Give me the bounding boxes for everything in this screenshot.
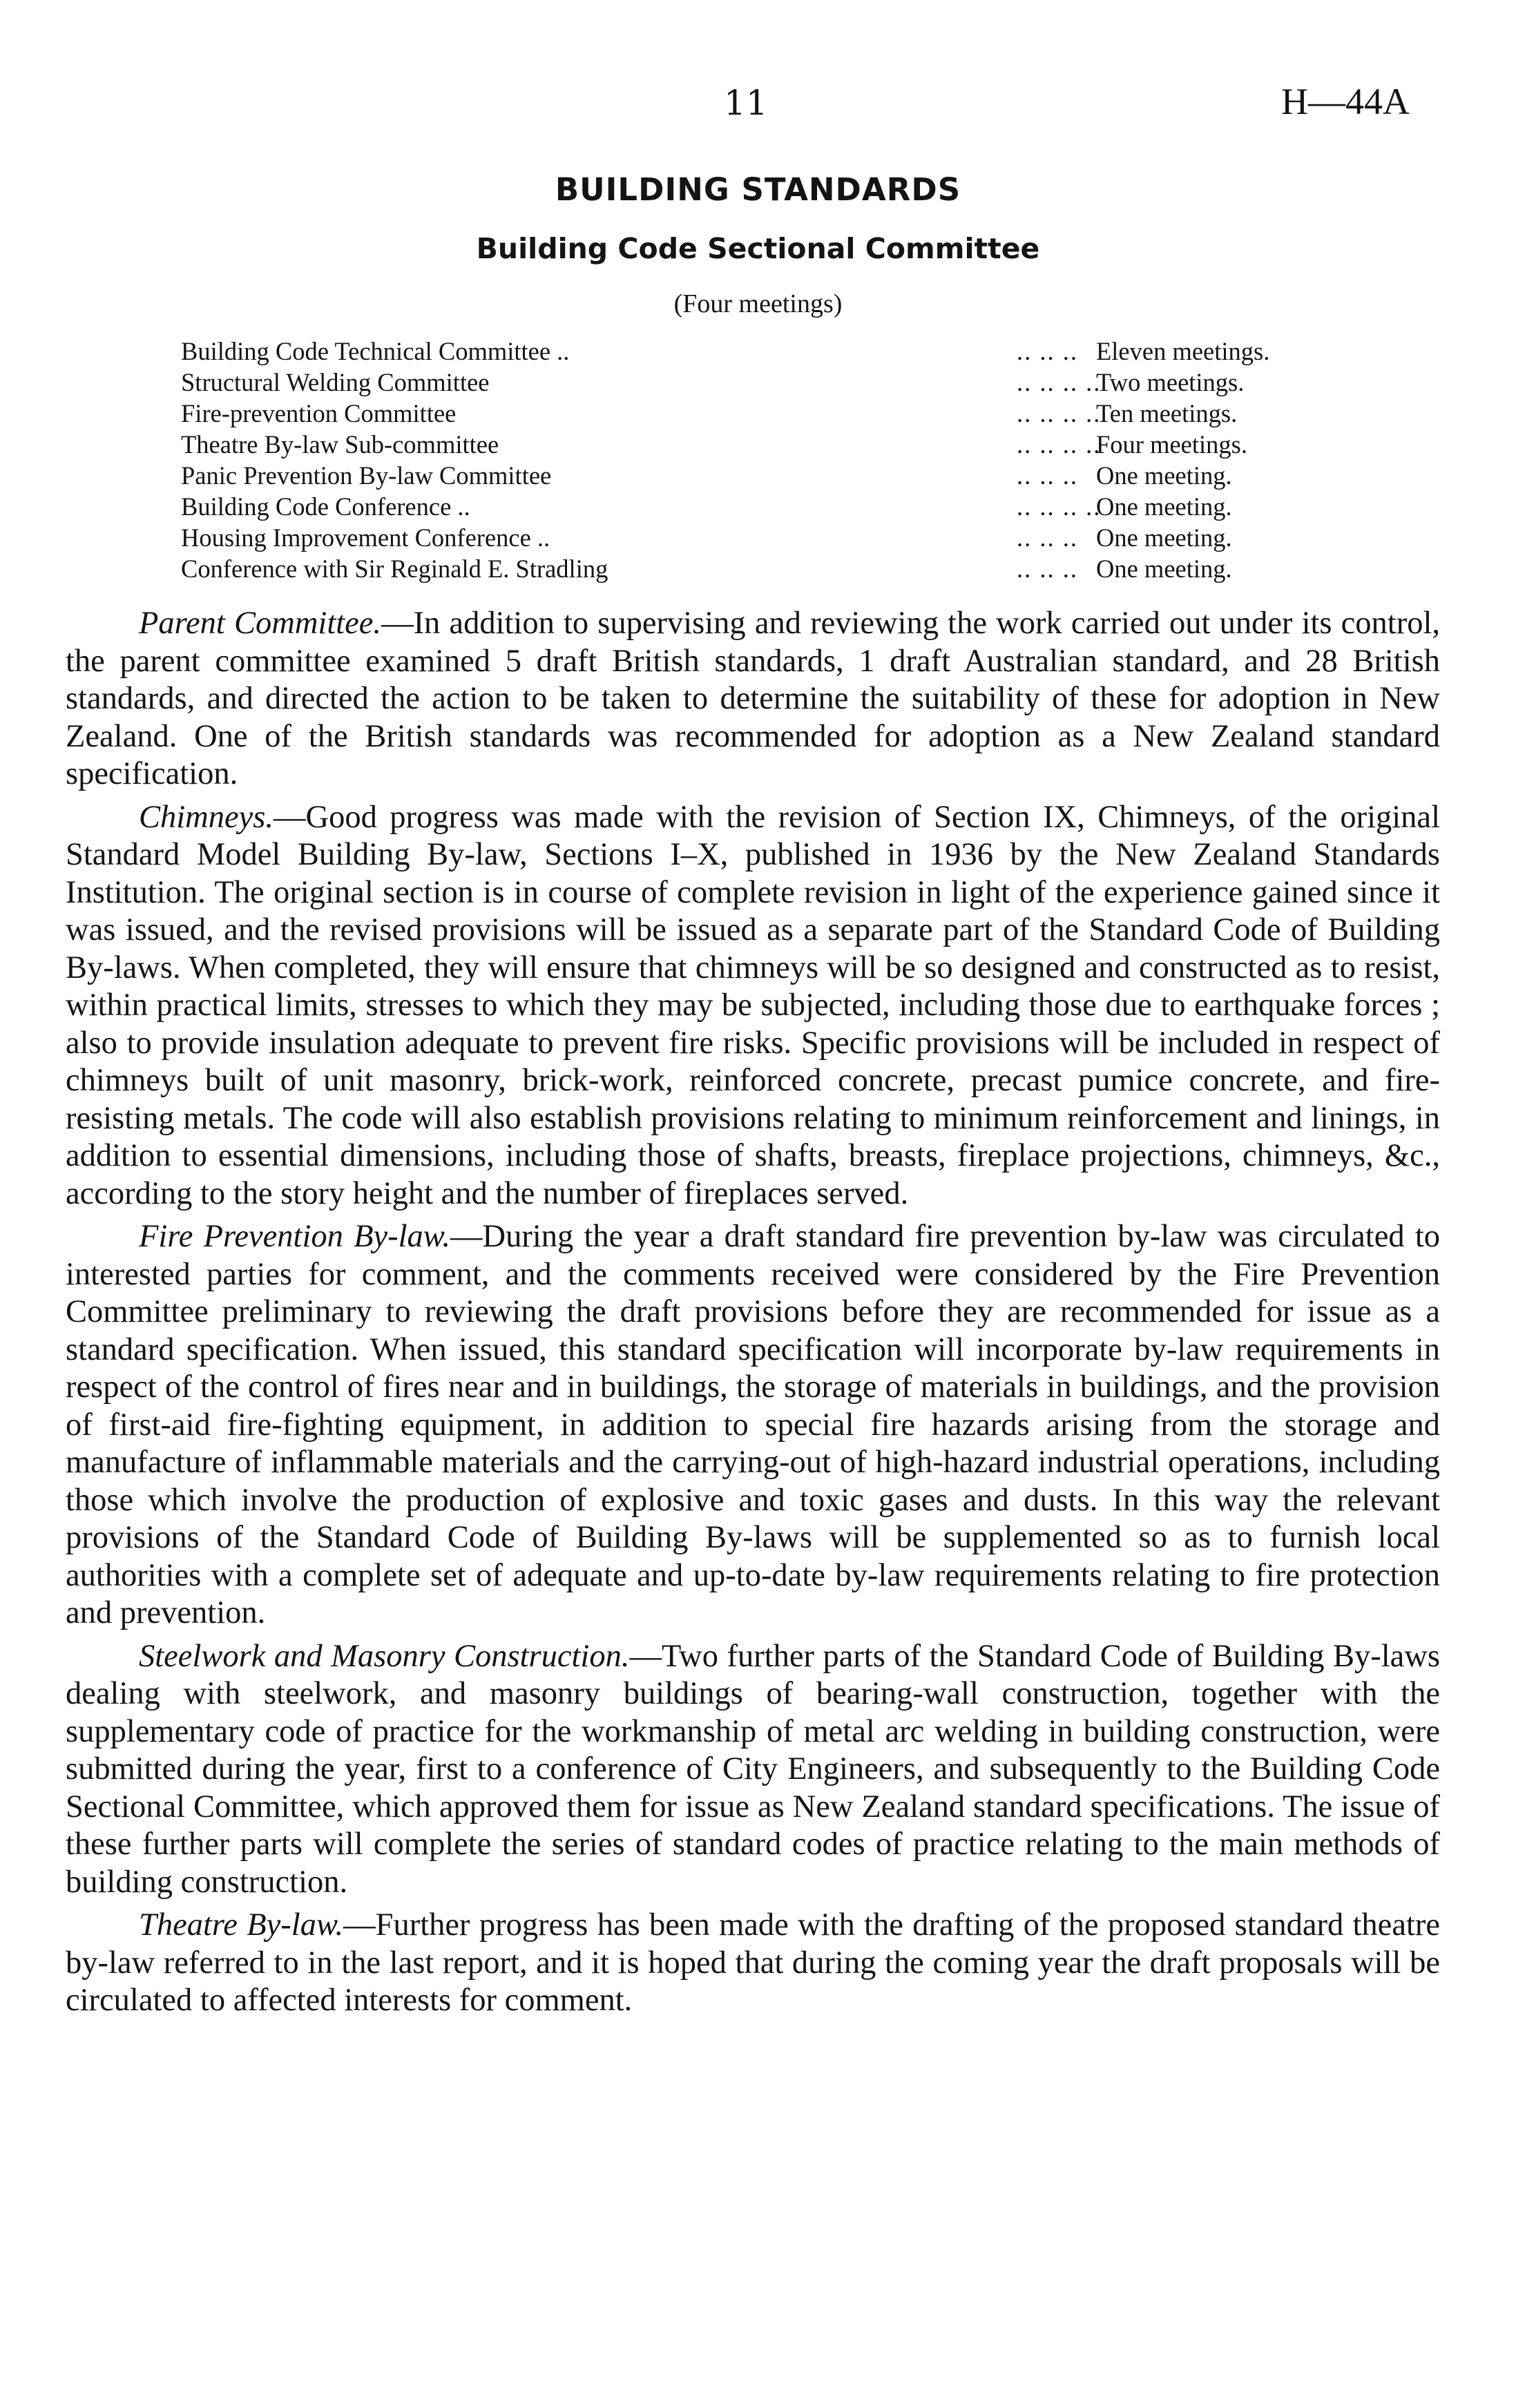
- paragraph-fire-prevention: [66, 1218, 1440, 1632]
- leader-dots: .. .. .. ..: [1017, 492, 1102, 521]
- paragraph-heading: Theatre By-law.: [139, 1907, 344, 1943]
- section-subtitle: Building Code Sectional Committee: [476, 232, 1040, 265]
- committee-name: Panic Prevention By-law Committee: [181, 461, 552, 490]
- committee-name: Housing Improvement Conference ..: [181, 523, 550, 552]
- committee-row: [181, 553, 1355, 584]
- meetings-note: (Four meetings): [673, 289, 843, 318]
- leader-dots: .. .. ..: [1017, 461, 1078, 490]
- paragraph-text: —Further progress has been made with the drafting of the proposed standard theatre by-law referred to in the last report, and it is hoped that during the coming year the draft proposals will be circulated to affected interests for comment.: [66, 1907, 1440, 2018]
- leader-dots: .. .. ..: [1017, 555, 1078, 583]
- paragraph-heading: Steelwork and Masonry Construction.: [139, 1638, 630, 1674]
- paragraph-text: —Good progress was made with the revision of Section IX, Chimneys, of the original Standard Model Building By-law, Sections I–X, published in 1936 by the New Zealand Standards Institution. The original section is in course of complete revision in light of the experience gained since it was issued, and the revised provisions will be issued as a separate part of the Standard Code of Building By-laws. When completed, they will ensure that chimneys will be so designed and constructed as to resist, within practical limits, stresses to which they may be subjected, including those due to earthquake forces ; also to provide insulation adequate to prevent fire risks. Specific provisions will be included in respect of chimneys built of unit masonry, brick-work, reinforced concrete, precast pumice concrete, and fire-resisting metals. The code will also establish provisions relating to minimum reinforcement and linings, in addition to essential dimensions, including those of shafts, breasts, fireplace projections, chimneys, &c., according to the story height and the number of fireplaces served.: [66, 799, 1440, 1211]
- committee-name: Conference with Sir Reginald E. Stradling: [181, 555, 608, 583]
- committee-name: Building Code Technical Committee ..: [181, 337, 570, 365]
- committee-name: Theatre By-law Sub-committee: [181, 430, 499, 459]
- committee-meetings: One meeting.: [1096, 555, 1232, 583]
- leader-dots: .. .. ..: [1017, 337, 1078, 365]
- leader-dots: .. .. ..: [1017, 523, 1078, 552]
- leader-dots: .. .. .. ..: [1017, 368, 1102, 396]
- paragraph-theatre-bylaw: [66, 1907, 1440, 2020]
- paragraph-heading: Parent Committee.: [139, 606, 382, 641]
- committee-meetings: Four meetings.: [1096, 430, 1247, 459]
- section-title: BUILDING STANDARDS: [555, 171, 961, 208]
- committee-row: [181, 460, 1355, 491]
- committee-row: [181, 336, 1355, 367]
- committee-meetings: One meeting.: [1096, 461, 1232, 490]
- body-text: [66, 605, 1440, 2025]
- committee-meetings: Ten meetings.: [1096, 399, 1238, 427]
- committee-list: [181, 336, 1355, 584]
- committee-meetings: Two meetings.: [1096, 368, 1245, 396]
- paragraph-parent-committee: [66, 605, 1440, 793]
- page-number: 11: [724, 83, 768, 123]
- leader-dots: .. .. .. ..: [1017, 399, 1102, 427]
- leader-dots: .. .. .. ..: [1017, 430, 1102, 459]
- document-code: H—44A: [1281, 81, 1410, 122]
- committee-row: [181, 491, 1355, 522]
- paragraph-heading: Chimneys.: [139, 799, 274, 835]
- paragraph-text: —Two further parts of the Standard Code of Building By-laws dealing with steelwork, and masonry buildings of bearing-wall construction, together with the supplementary code of practice for the workmanship of metal arc welding in building construction, were submitted during the year, first to a conference of City Engineers, and subsequently to the Building Code Sectional Committee, which approved them for issue as New Zealand standard specifications. The issue of these further parts will complete the series of standard codes of practice relating to the main methods of building construction.: [66, 1638, 1440, 1900]
- committee-name: Structural Welding Committee: [181, 368, 490, 396]
- committee-meetings: One meeting.: [1096, 523, 1232, 552]
- committee-name: Building Code Conference ..: [181, 492, 470, 521]
- committee-name: Fire-prevention Committee: [181, 399, 457, 427]
- committee-meetings: One meeting.: [1096, 492, 1232, 521]
- paragraph-chimneys: [66, 799, 1440, 1213]
- committee-row: [181, 367, 1355, 398]
- paragraph-text: —During the year a draft standard fire prevention by-law was circulated to interested parties for comment, and the comments received were considered by the Fire Prevention Committee preliminary to reviewing the draft provisions before they are recommended for issue as a standard specification. When issued, this standard specification will incorporate by-law requirements in respect of the control of fires near and in buildings, the storage of materials in buildings, and the provision of first-aid fire-fighting equipment, in addition to special fire hazards arising from the storage and manufacture of inflammable materials and the carrying-out of high-hazard industrial operations, including those which involve the production of explosive and toxic gases and dusts. In this way the relevant provisions of the Standard Code of Building By-laws will be supplemented so as to furnish local authorities with a complete set of adequate and up-to-date by-law requirements relating to fire protection and prevention.: [66, 1219, 1440, 1630]
- paragraph-text: —In addition to supervising and reviewing the work carried out under its control, the parent committee examined 5 draft British standards, 1 draft Australian standard, and 28 British standards, and directed the action to be taken to determine the suitability of these for adoption in New Zealand. One of the British standards was recommended for adoption as a New Zealand standard specification.: [66, 606, 1440, 791]
- committee-row: [181, 398, 1355, 429]
- paragraph-steelwork-masonry: [66, 1638, 1440, 1902]
- committee-row: [181, 522, 1355, 553]
- committee-row: [181, 429, 1355, 460]
- committee-meetings: Eleven meetings.: [1096, 337, 1270, 365]
- paragraph-heading: Fire Prevention By-law.: [139, 1219, 450, 1254]
